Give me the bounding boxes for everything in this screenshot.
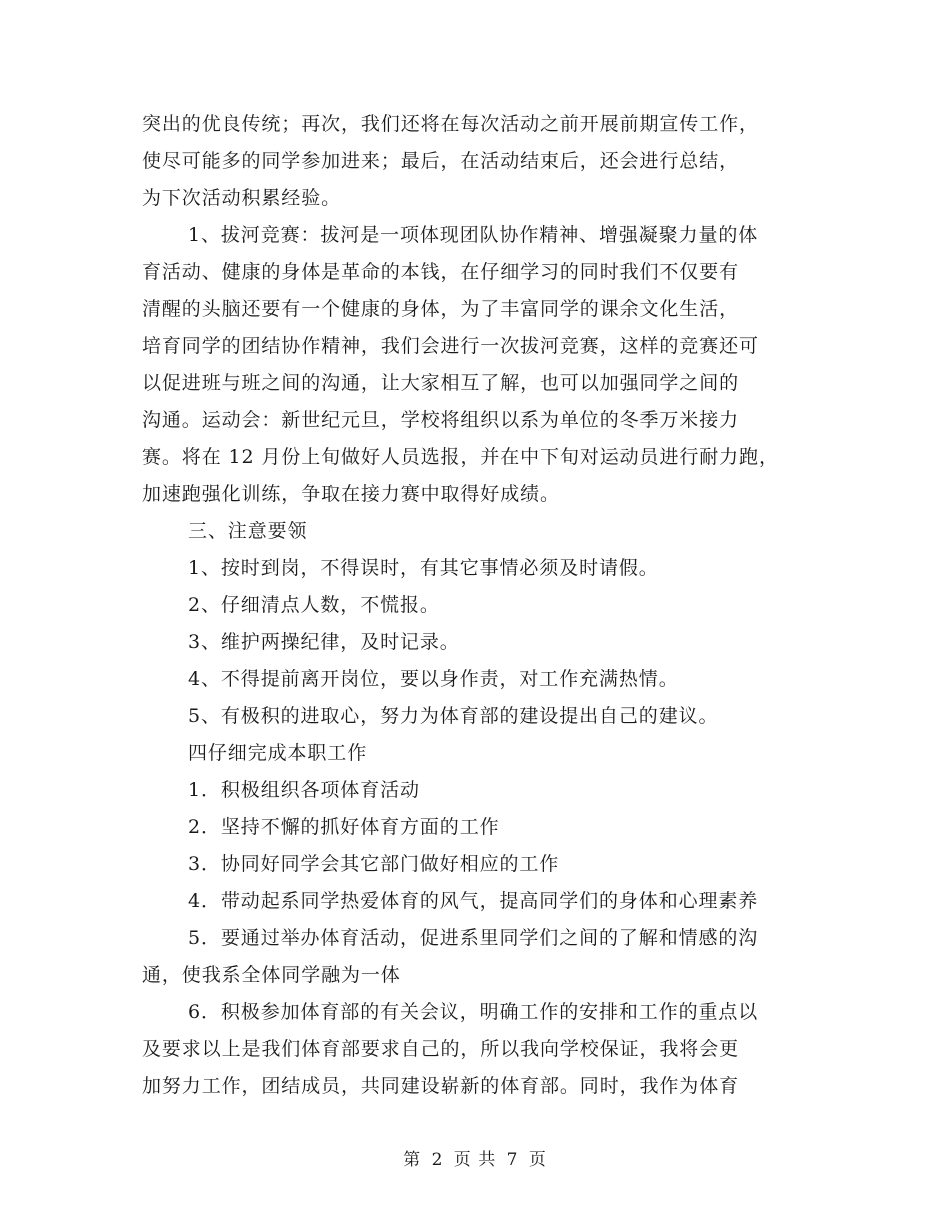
text-line: 5．要通过举办体育活动，促进系里同学们之间的了解和情感的沟 [188, 927, 759, 949]
text-line: 1、拔河竞赛：拔河是一项体现团队协作精神、增强凝聚力量的体 [188, 224, 759, 246]
text-line: 育活动、健康的身体是革命的本钱，在仔细学习的同时我们不仅要有 [142, 261, 740, 283]
footer-total-pages: 7 [506, 1150, 519, 1170]
text-line: 加努力工作，团结成员，共同建设崭新的体育部。同时，我作为体育 [142, 1075, 740, 1097]
text-line: 沟通。运动会：新世纪元旦，学校将组织以系为单位的冬季万米接力 [142, 409, 740, 431]
text-line: 2、仔细清点人数，不慌报。 [188, 594, 440, 616]
footer-prefix: 第 [403, 1150, 422, 1170]
text-line: 三、注意要领 [188, 520, 308, 542]
text-line: 5、有极积的进取心，努力为体育部的建设提出自己的建议。 [188, 705, 719, 727]
text-line: 及要求以上是我们体育部要求自己的，所以我向学校保证，我将会更 [142, 1038, 740, 1060]
text-line: 为下次活动积累经验。 [142, 187, 342, 209]
text-line: 使尽可能多的同学参加进来；最后，在活动结束后，还会进行总结， [142, 150, 740, 172]
footer-suffix: 页 [528, 1150, 547, 1170]
text-line: 四仔细完成本职工作 [188, 742, 368, 764]
text-line: 4、不得提前离开岗位，要以身作责，对工作充满热情。 [188, 668, 679, 690]
text-line: 1．积极组织各项体育活动 [188, 779, 420, 801]
text-line: 赛。将在 12 月份上旬做好人员选报，并在中下旬对运动员进行耐力跑， [142, 446, 779, 468]
text-line: 加速跑强化训练，争取在接力赛中取得好成绩。 [142, 483, 560, 505]
text-line: 1、按时到岗，不得误时，有其它事情必须及时请假。 [188, 557, 659, 579]
document-body [142, 106, 812, 1105]
text-line: 清醒的头脑还要有一个健康的身体，为了丰富同学的课余文化生活， [142, 298, 740, 320]
text-line: 3、维护两操纪律，及时记录。 [188, 631, 460, 653]
text-line: 6．积极参加体育部的有关会议，明确工作的安排和工作的重点以 [188, 1001, 759, 1023]
page-footer [0, 1148, 950, 1172]
footer-middle: 页 共 [453, 1150, 497, 1170]
text-line: 通，使我系全体同学融为一体 [142, 964, 401, 986]
text-line: 4．带动起系同学热爱体育的风气，提高同学们的身体和心理素养 [188, 890, 759, 912]
text-line: 3．协同好同学会其它部门做好相应的工作 [188, 853, 560, 875]
text-line: 2．坚持不懈的抓好体育方面的工作 [188, 816, 500, 838]
text-line: 培育同学的团结协作精神，我们会进行一次拔河竞赛，这样的竞赛还可 [142, 335, 759, 357]
text-line: 突出的优良传统；再次，我们还将在每次活动之前开展前期宣传工作， [142, 113, 759, 135]
footer-current-page: 2 [431, 1150, 444, 1170]
text-line: 以促进班与班之间的沟通，让大家相互了解，也可以加强同学之间的 [142, 372, 740, 394]
